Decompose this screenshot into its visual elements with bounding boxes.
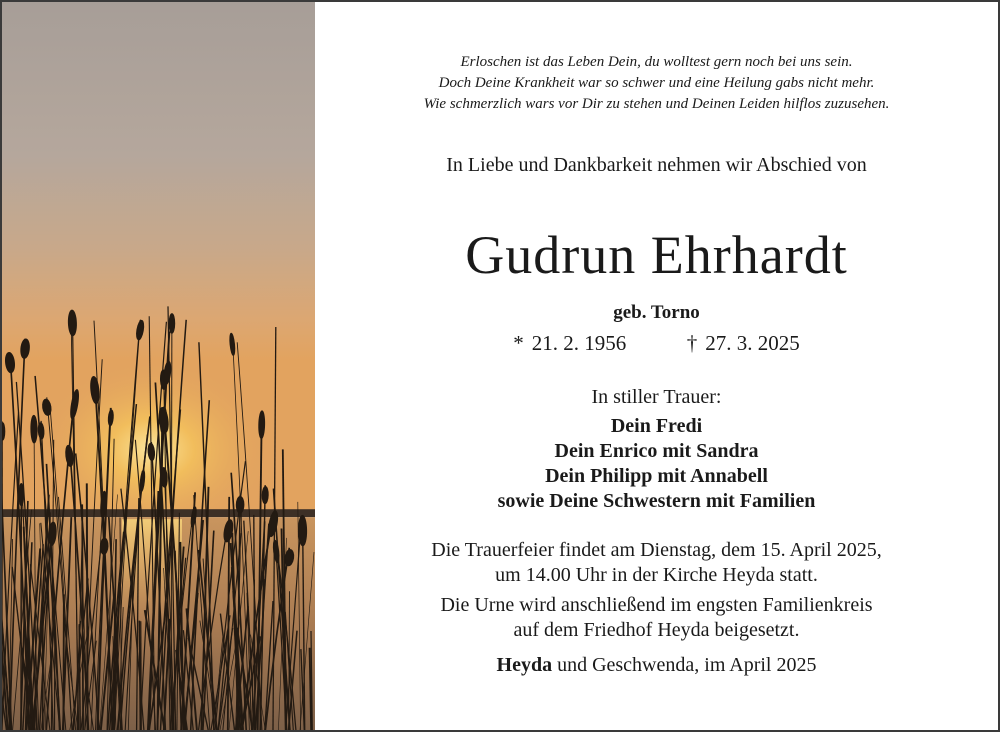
signoff-rest: und Geschwenda, im April 2025 xyxy=(552,654,817,676)
death-cross-icon: † xyxy=(686,331,698,355)
reed-plume xyxy=(169,314,175,334)
reed-plume xyxy=(262,486,268,503)
grass-blade xyxy=(82,504,83,730)
grass-blade xyxy=(79,625,80,730)
mourner-name: Dein Fredi xyxy=(610,415,703,437)
notice-text xyxy=(315,2,998,730)
life-dates xyxy=(315,331,998,356)
birth-date: 21. 2. 1956 xyxy=(531,331,627,355)
ceremony-line: Die Trauerfeier findet am Dienstag, dem 15. April 2025, xyxy=(431,539,882,561)
reed-plume xyxy=(2,423,5,440)
sunset-reeds-photo xyxy=(2,2,315,730)
signoff-place: Heyda xyxy=(496,654,553,676)
poem-line: Erloschen ist das Leben Dein, du wolltest gern noch bei uns sein. xyxy=(460,54,853,70)
farewell-intro: In Liebe und Dankbarkeit nehmen wir Abschied von xyxy=(446,154,867,176)
mourner-name: Dein Enrico mit Sandra xyxy=(554,440,759,462)
poem-line: Doch Deine Krankheit war so schwer und eine Heilung gabs nicht mehr. xyxy=(438,75,875,91)
reed-plume xyxy=(160,407,167,434)
mourner-name: sowie Deine Schwestern mit Familien xyxy=(497,490,816,512)
grass-blade xyxy=(63,594,64,730)
ceremony-line: um 14.00 Uhr in der Kirche Heyda statt. xyxy=(495,564,818,586)
reed-plume xyxy=(236,496,244,513)
signoff xyxy=(315,654,998,677)
reed-plume xyxy=(258,411,264,439)
mourner-name: Dein Philipp mit Annabell xyxy=(545,465,768,487)
mourners-heading: In stiller Trauer: xyxy=(591,386,722,408)
poem-line: Wie schmerzlich wars vor Dir zu stehen und Deinen Leiden hilflos zuzusehen. xyxy=(423,96,890,112)
reed-plume xyxy=(31,415,38,443)
deceased-name: Gudrun Ehrhardt xyxy=(465,225,848,285)
grass-blade xyxy=(87,483,88,730)
reed-plume xyxy=(100,538,108,554)
grass-blade xyxy=(139,621,140,730)
birth-star-icon: * xyxy=(513,331,524,355)
ceremony-line: Die Urne wird anschließend im engsten Familienkreis xyxy=(440,594,873,616)
ceremony-line: auf dem Friedhof Heyda beigesetzt. xyxy=(513,619,800,641)
maiden-name: geb. Torno xyxy=(613,302,700,323)
death-date: 27. 3. 2025 xyxy=(705,331,800,355)
